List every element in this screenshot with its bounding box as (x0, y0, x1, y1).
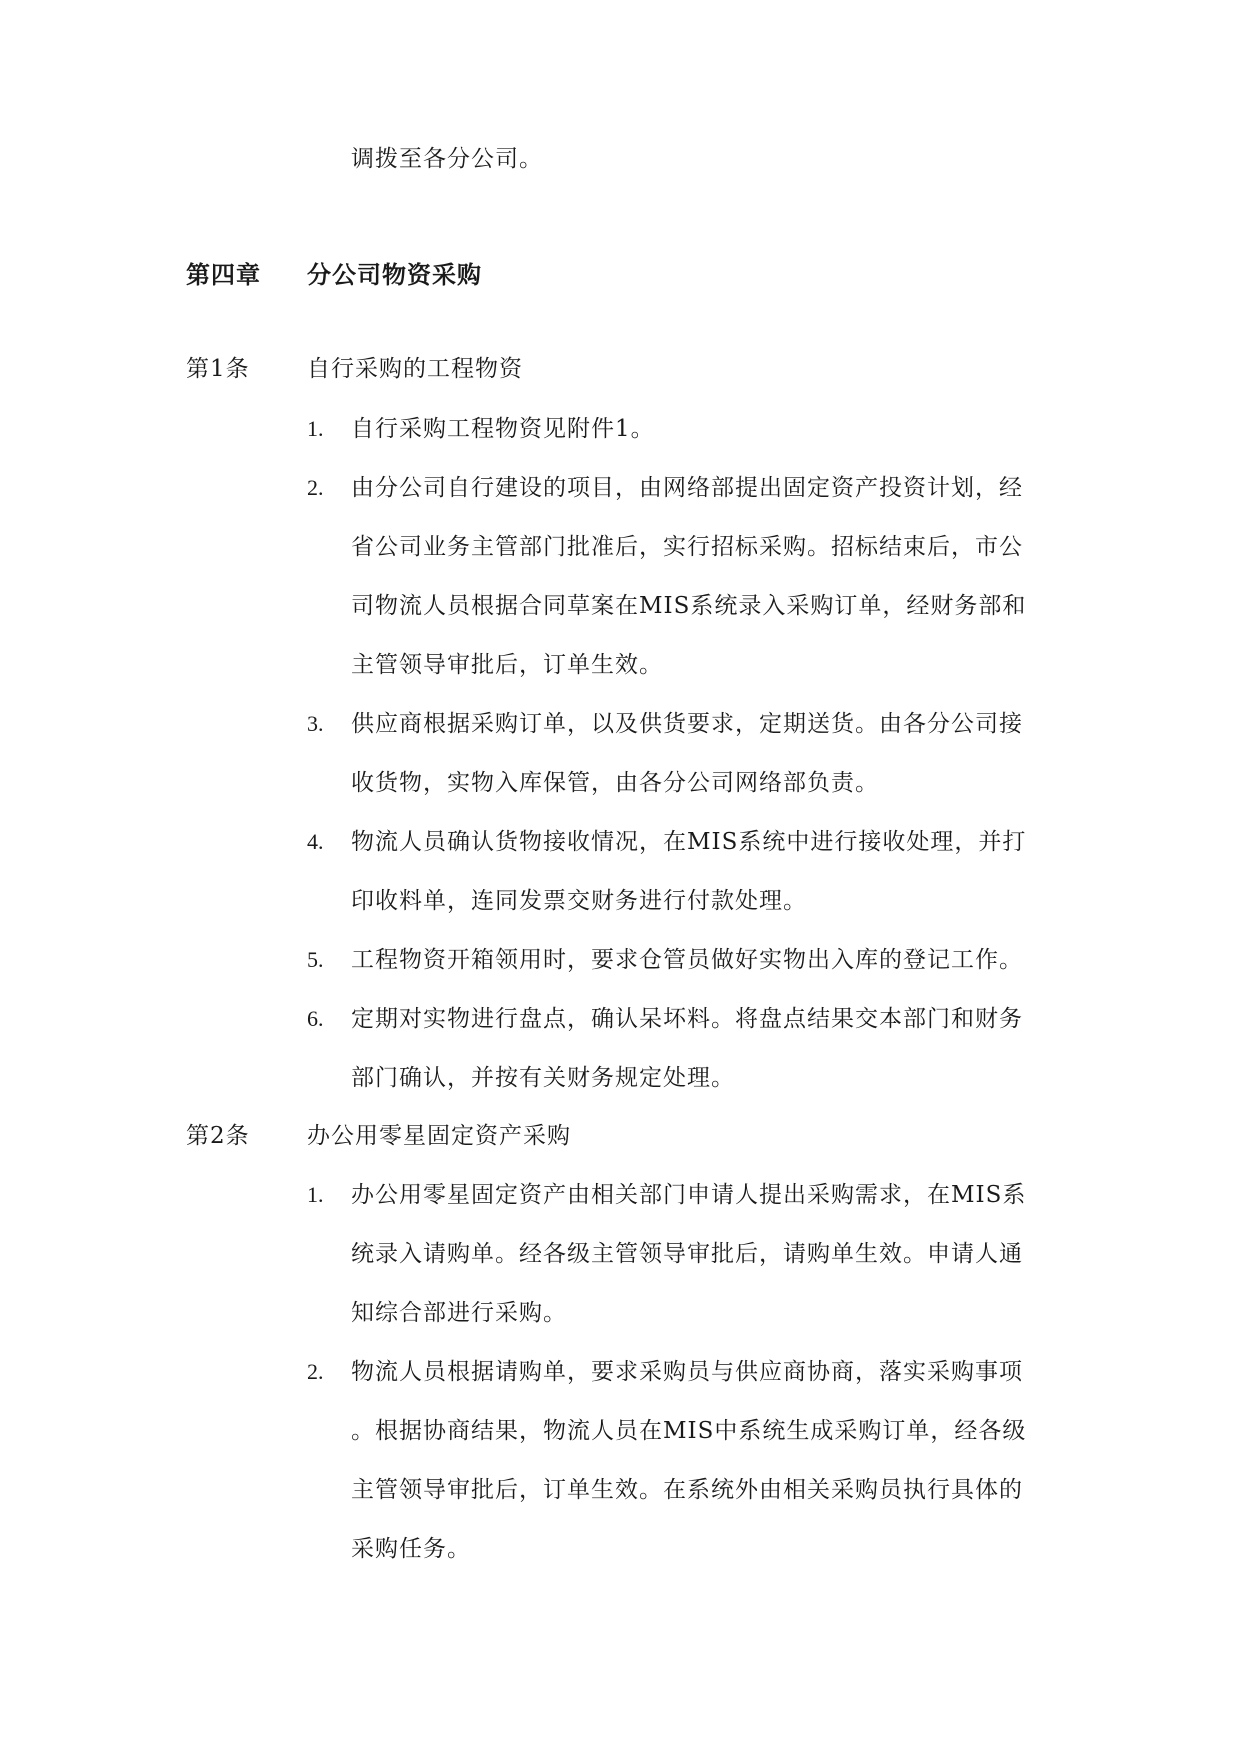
list-item-text: 司物流人员根据合同草案在MIS系统录入采购订单，经财务部和 (351, 593, 1027, 619)
list-item-number: 1. (307, 416, 324, 441)
article2-title: 办公用零星固定资产采购 (307, 1123, 571, 1149)
list-item-number: 3. (307, 711, 324, 736)
continuation-text: 调拨至各分公司。 (351, 146, 543, 172)
list-item-number: 2. (307, 1359, 324, 1384)
list-item-text: 供应商根据采购订单，以及供货要求，定期送货。由各分公司接 (351, 711, 1023, 737)
list-item-text: 物流人员根据请购单，要求采购员与供应商协商，落实采购事项 (351, 1359, 1023, 1385)
list-item-text: 由分公司自行建设的项目，由网络部提出固定资产投资计划，经 (351, 475, 1023, 501)
list-item-text: 工程物资开箱领用时，要求仓管员做好实物出入库的登记工作。 (351, 947, 1023, 973)
article1-label: 第1条 (186, 356, 250, 382)
list-item-text: 定期对实物进行盘点，确认呆坏料。将盘点结果交本部门和财务 (351, 1006, 1023, 1032)
chapter-label: 第四章 (186, 261, 261, 289)
list-item-number: 1. (307, 1182, 324, 1207)
list-item-text: 知综合部进行采购。 (351, 1300, 567, 1326)
list-item-text: 统录入请购单。经各级主管领导审批后，请购单生效。申请人通 (351, 1241, 1023, 1267)
list-item-text: 物流人员确认货物接收情况，在MIS系统中进行接收处理，并打 (351, 829, 1027, 855)
list-item-text: 自行采购工程物资见附件1。 (351, 416, 655, 442)
list-item-text: 主管领导审批后，订单生效。 (351, 652, 663, 678)
list-item-text: 收货物，实物入库保管，由各分公司网络部负责。 (351, 770, 879, 796)
list-item-number: 2. (307, 475, 324, 500)
article1-title: 自行采购的工程物资 (307, 356, 523, 382)
list-item-number: 5. (307, 947, 324, 972)
list-item-text: 。根据协商结果，物流人员在MIS中系统生成采购订单，经各级 (351, 1418, 1027, 1444)
list-item-text: 部门确认，并按有关财务规定处理。 (351, 1065, 735, 1091)
list-item-text: 采购任务。 (351, 1536, 471, 1562)
list-item-text: 主管领导审批后，订单生效。在系统外由相关采购员执行具体的 (351, 1477, 1023, 1503)
chapter-title: 分公司物资采购 (307, 261, 482, 289)
list-item-text: 印收料单，连同发票交财务进行付款处理。 (351, 888, 807, 914)
list-item-text: 省公司业务主管部门批准后，实行招标采购。招标结束后，市公 (351, 534, 1023, 560)
list-item-number: 4. (307, 829, 324, 854)
article2-label: 第2条 (186, 1123, 250, 1149)
list-item-number: 6. (307, 1006, 324, 1031)
list-item-text: 办公用零星固定资产由相关部门申请人提出采购需求，在MIS系 (351, 1182, 1027, 1208)
